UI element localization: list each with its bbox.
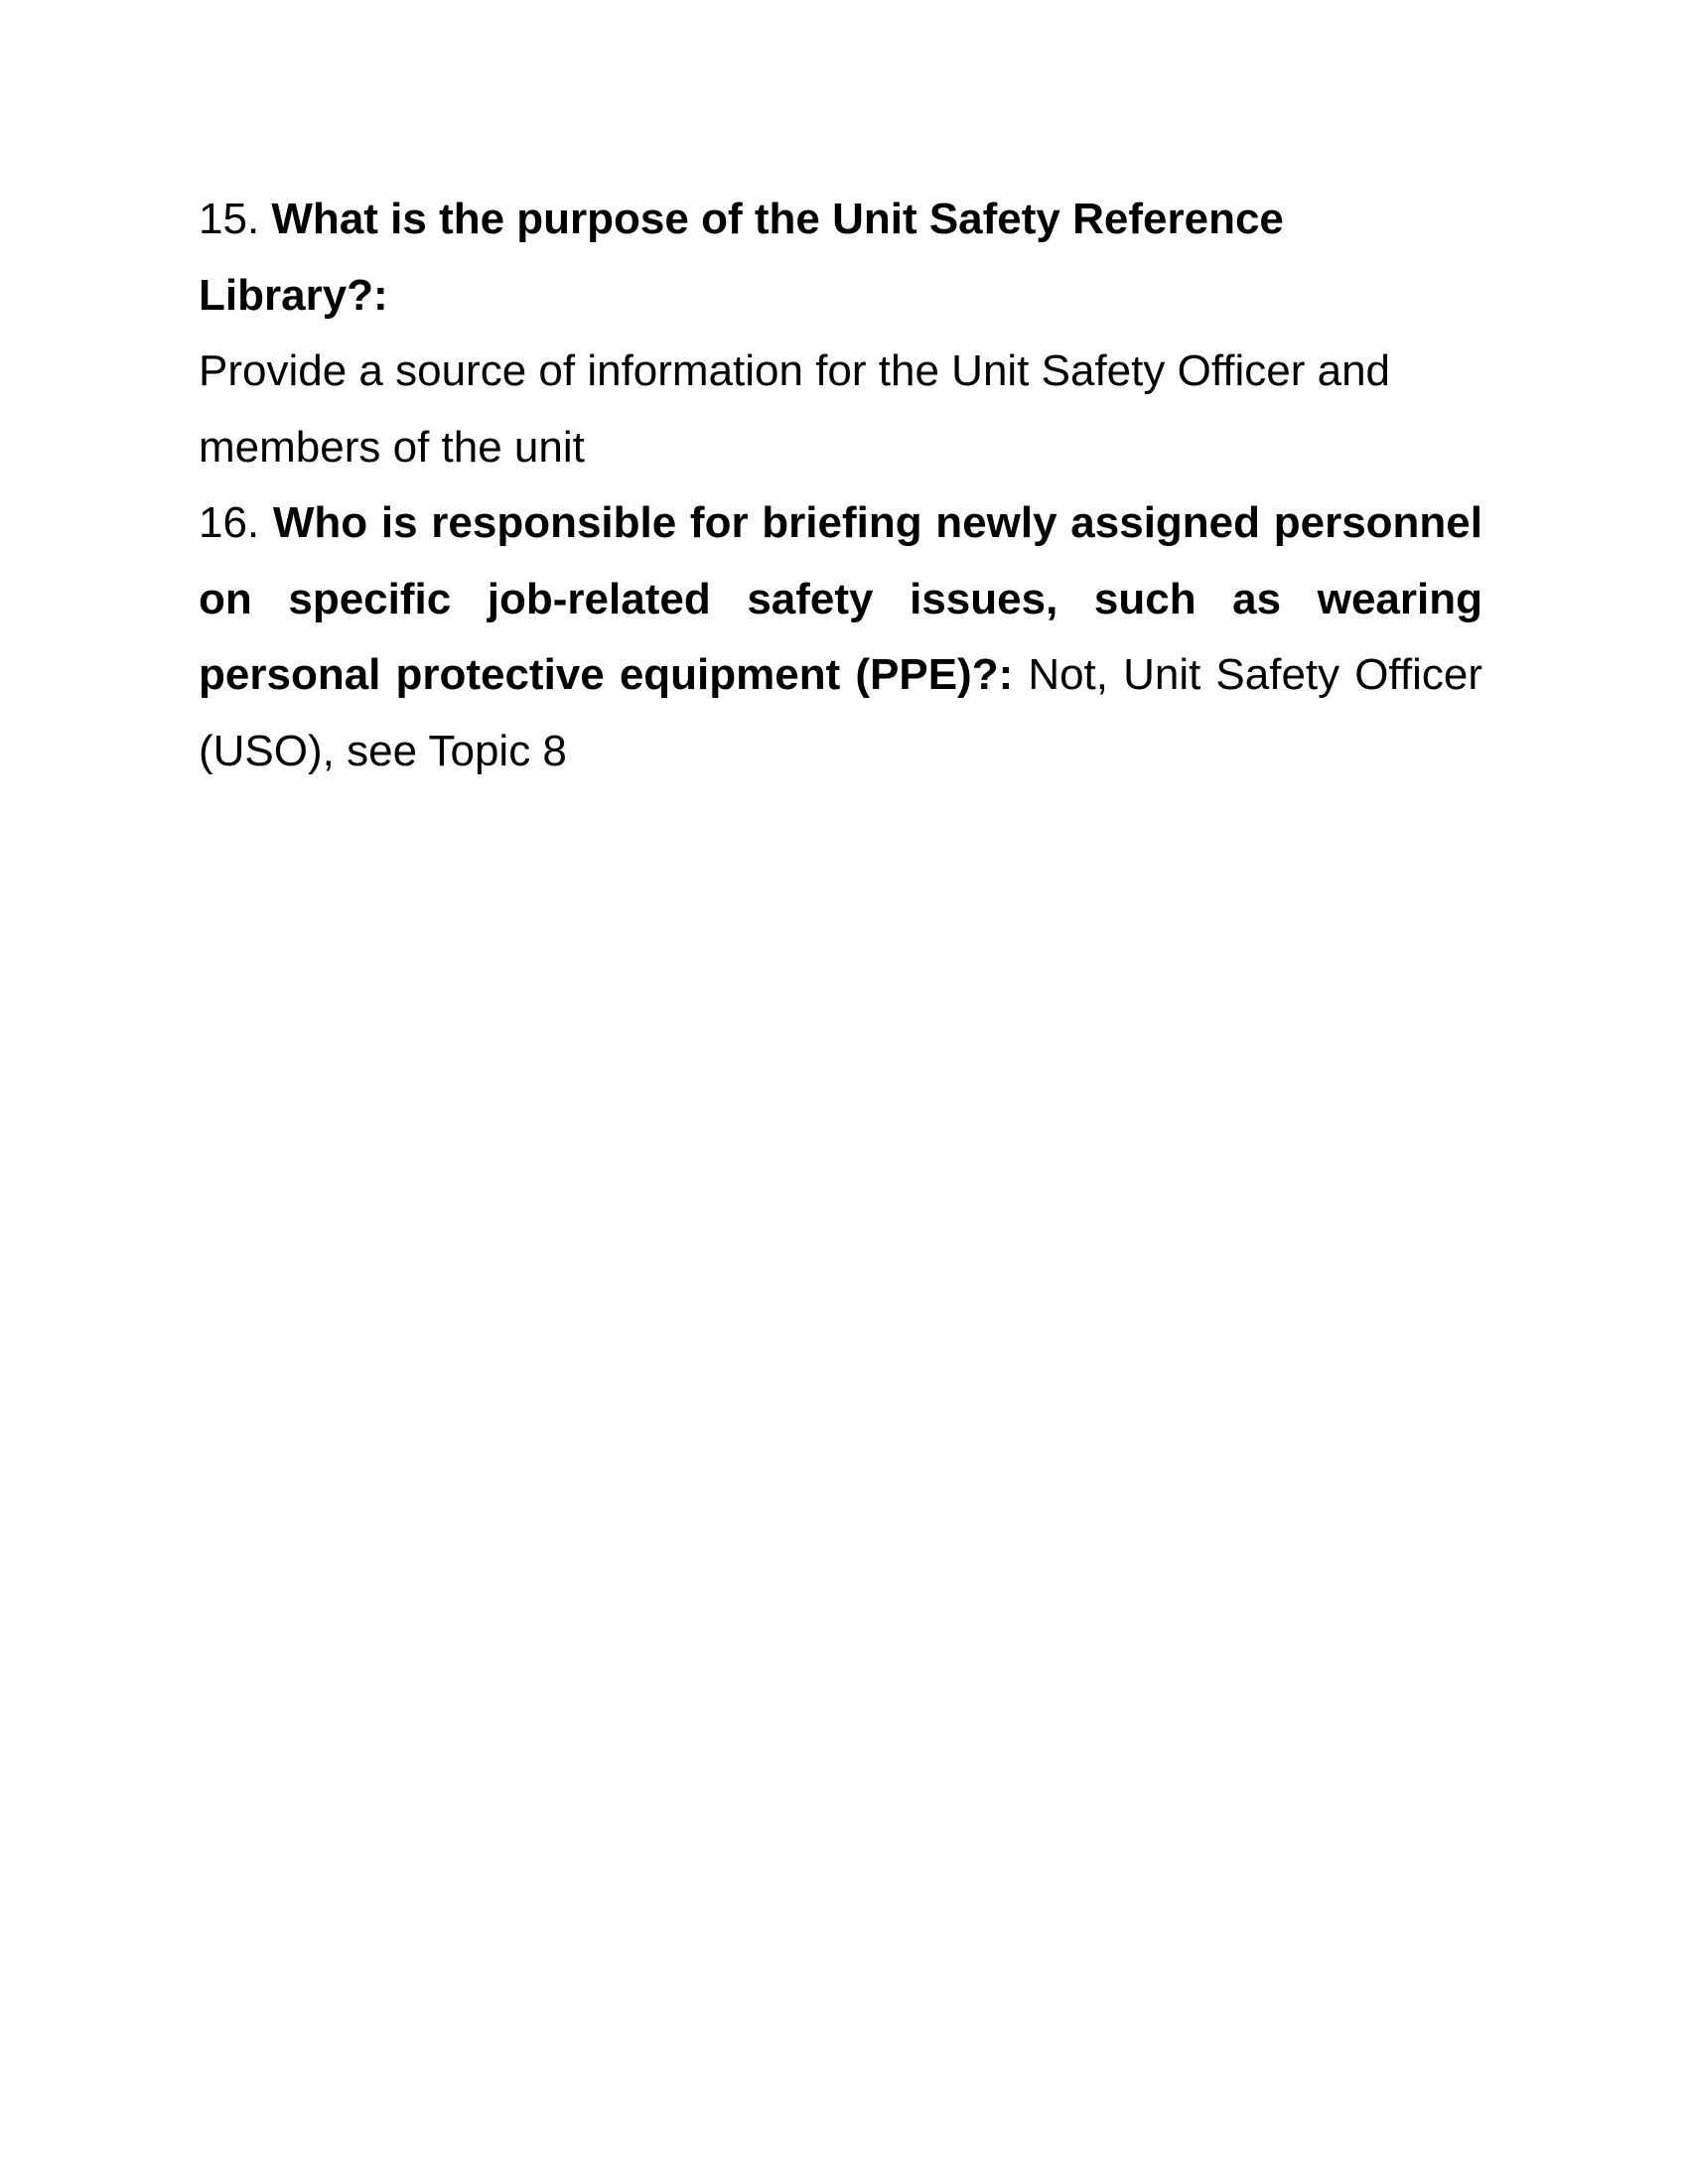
answer-text: Not, Unit Safety Officer (USO), see Topic 8 <box>199 650 1482 775</box>
qa-item-16 <box>199 485 1482 789</box>
question-text: Who is responsible for briefing newly assigned personnel on specific job-related safety issues, such as wearing personal protective equipment (PPE)?: <box>199 498 1482 699</box>
document-page <box>199 182 1482 789</box>
item-number: 15. <box>199 195 260 243</box>
question-text: What is the purpose of the Unit Safety Reference Library?: <box>199 195 1284 320</box>
qa-item-15 <box>199 182 1482 485</box>
item-number: 16. <box>199 498 260 547</box>
answer-text: Provide a source of information for the Unit Safety Officer and members of the unit <box>199 346 1391 472</box>
